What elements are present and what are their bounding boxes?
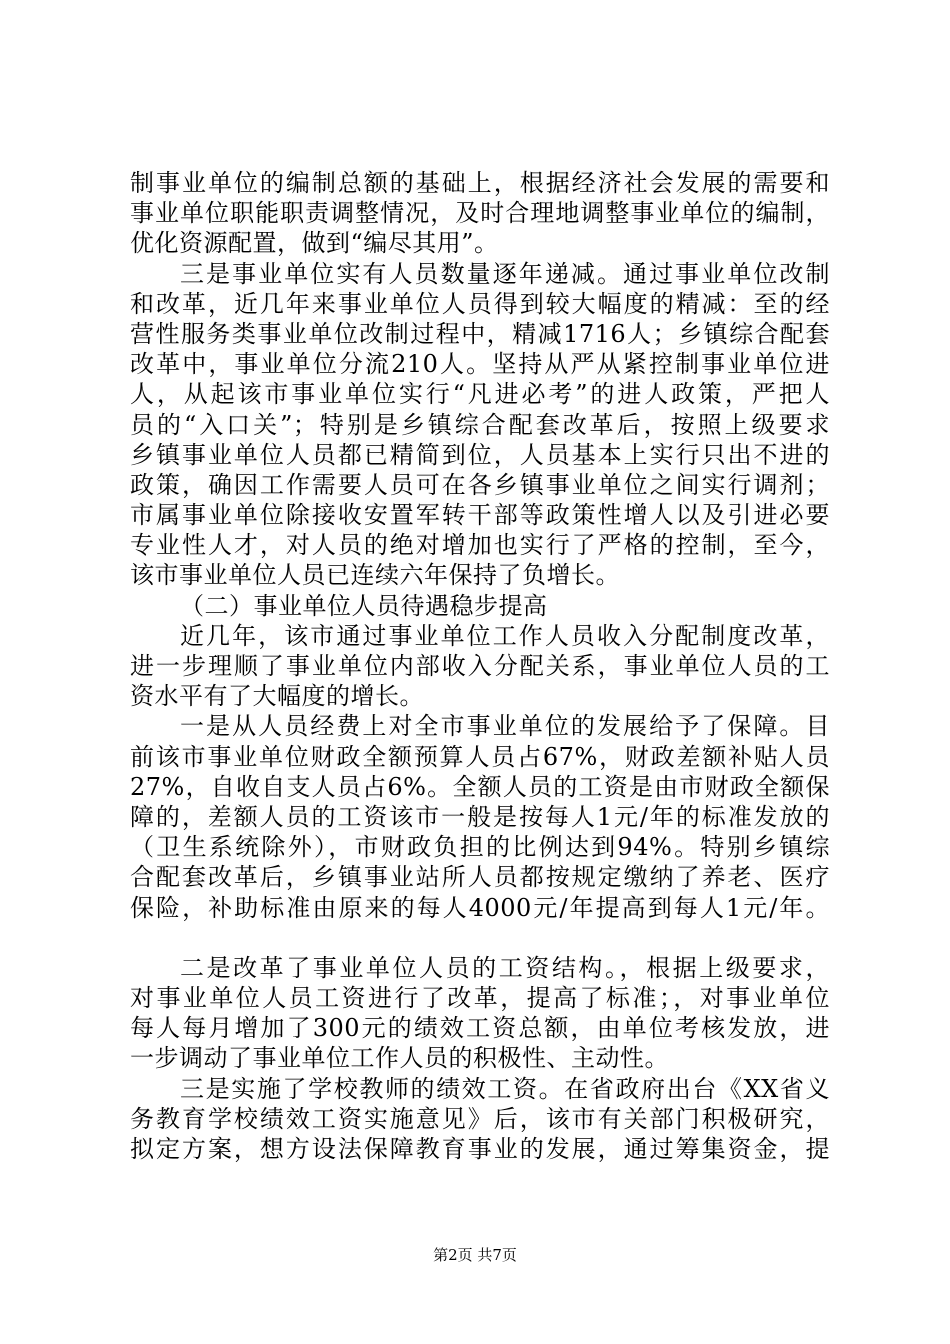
text-line: 障的，差额人员的工资该市一般是按每人1元/年的标准发放的 [130,802,830,831]
text-line: 一步调动了事业单位工作人员的积极性、主动性。 [130,1044,669,1073]
text-line: 制事业单位的编制总额的基础上，根据经济社会发展的需要和 [130,169,830,197]
text-line: 市属事业单位除接收安置军转干部等政策性增人以及引进必要 [130,501,830,530]
text-line: （卫生系统除外），市财政负担的比例达到94%。特别乡镇综 [130,833,830,862]
page-footer: 第2页 共7页 [433,1246,517,1264]
text-line: 专业性人才，对人员的绝对增加也实行了严格的控制，至今， [130,531,830,560]
text-line: （二）事业单位人员待遇稳步提高 [180,591,548,620]
text-line: 进一步理顺了事业单位内部收入分配关系，事业单位人员的工 [130,652,830,680]
text-line: 拟定方案，想方设法保障教育事业的发展，通过筹集资金，提 [130,1135,830,1163]
text-line: 营性服务类事业单位改制过程中，精减1716人；乡镇综合配套 [130,319,830,348]
text-line: 合配套改革后，乡镇事业站所人员都按规定缴纳了养老、医疗 [130,863,830,892]
text-line: 27%，自收自支人员占6%。全额人员的工资是由市财政全额保 [130,772,830,801]
text-line: 对事业单位人员工资进行了改革，提高了标准；，对事业单位 [130,984,830,1013]
text-line: 三是实施了学校教师的绩效工资。在省政府出台《XX省义 [180,1074,830,1103]
text-line: 改革中，事业单位分流210人。坚持从严从紧控制事业单位进 [130,350,830,379]
text-line: 优化资源配置，做到“编尽其用”。 [130,229,499,258]
text-line: 事业单位职能职责调整情况，及时合理地调整事业单位的编制， [130,199,830,228]
text-line: 近几年，该市通过事业单位工作人员收入分配制度改革， [180,621,830,650]
text-line: 政策，确因工作需要人员可在各乡镇事业单位之间实行调剂； [130,470,830,499]
text-line: 该市事业单位人员已连续六年保持了负增长。 [130,561,620,590]
document-body [130,168,830,1164]
text-line: 每人每月增加了300元的绩效工资总额，由单位考核发放，进 [130,1014,830,1043]
text-line: 资水平有了大幅度的增长。 [130,682,424,711]
text-line: 人，从起该市事业单位实行“凡进必考”的进人政策，严把人 [130,380,830,409]
text-line: 一是从人员经费上对全市事业单位的发展给予了保障。目 [180,712,830,741]
text-line: 三是事业单位实有人员数量逐年递减。通过事业单位改制 [180,259,830,288]
text-line: 务教育学校绩效工资实施意见》后，该市有关部门积极研究， [130,1104,830,1133]
text-line: 员的“入口关”；特别是乡镇综合配套改革后，按照上级要求 [130,410,830,439]
blank-line [130,923,830,953]
text-line: 保险，补助标准由原来的每人4000元/年提高到每人1元/年。 [130,893,830,922]
text-line: 和改革，近几年来事业单位人员得到较大幅度的精减：至的经 [130,289,830,318]
text-line: 乡镇事业单位人员都已精简到位，人员基本上实行只出不进的 [130,440,830,469]
text-line: 前该市事业单位财政全额预算人员占67%，财政差额补贴人员 [130,742,830,771]
text-line: 二是改革了事业单位人员的工资结构。，根据上级要求， [180,953,830,982]
